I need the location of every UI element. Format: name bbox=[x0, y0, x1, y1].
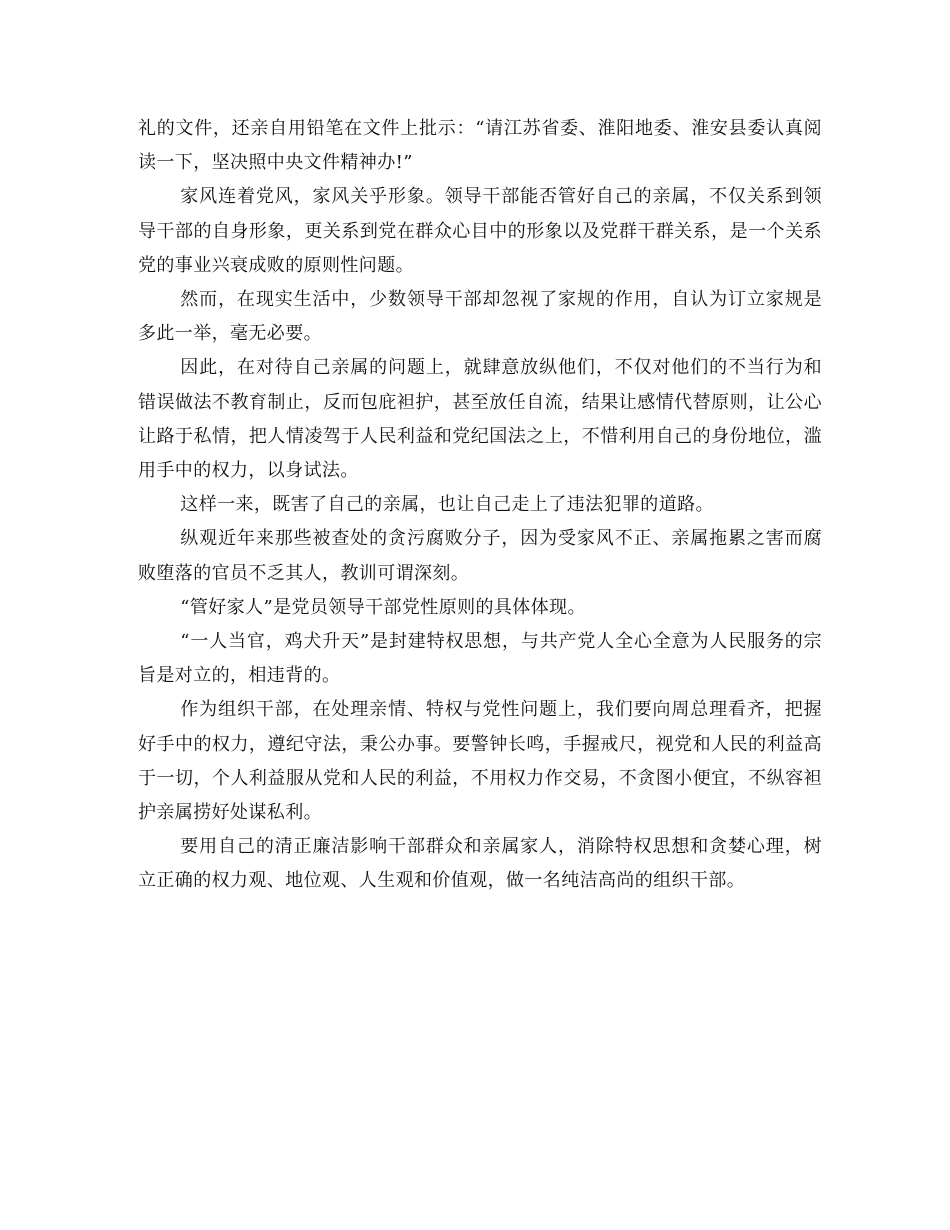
paragraph-1: 礼的文件，还亲自用铅笔在文件上批示：“请江苏省委、淮阳地委、淮安县委认真阅读一下，坚决照中央文件精神办!” bbox=[138, 118, 822, 174]
paragraph-6: 纵观近年来那些被查处的贪污腐败分子，因为受家风不正、亲属拖累之害而腐败堕落的官员不乏其人，教训可谓深刻。 bbox=[138, 528, 822, 584]
paragraph-8: “一人当官，鸡犬升天”是封建特权思想，与共产党人全心全意为人民服务的宗旨是对立的，相违背的。 bbox=[138, 631, 822, 687]
paragraph-9: 作为组织干部，在处理亲情、特权与党性问题上，我们要向周总理看齐，把握好手中的权力，遵纪守法，秉公办事。要警钟长鸣，手握戒尺，视党和人民的利益高于一切，个人利益服从党和人民的利益，不用权力作交易，不贪图小便宜，不纵容袒护亲属捞好处谋私利。 bbox=[138, 699, 822, 824]
paragraph-4: 因此，在对待自己亲属的问题上，就肆意放纵他们，不仅对他们的不当行为和错误做法不教育制止，反而包庇袒护，甚至放任自流，结果让感情代替原则，让公心让路于私情，把人情凌驾于人民利益和党纪国法之上，不惜利用自己的身份地位，滥用手中的权力，以身试法。 bbox=[138, 357, 822, 482]
paragraph-10: 要用自己的清正廉洁影响干部群众和亲属家人，消除特权思想和贪婪心理，树立正确的权力观、地位观、人生观和价值观，做一名纯洁高尚的组织干部。 bbox=[138, 836, 822, 892]
paragraph-2: 家风连着党风，家风关乎形象。领导干部能否管好自己的亲属，不仅关系到领导干部的自身形象，更关系到党在群众心目中的形象以及党群干群关系，是一个关系党的事业兴衰成败的原则性问题。 bbox=[138, 186, 822, 276]
paragraph-5: 这样一来，既害了自己的亲属，也让自己走上了违法犯罪的道路。 bbox=[180, 494, 714, 516]
document-body bbox=[138, 112, 822, 899]
paragraph-3: 然而，在现实生活中，少数领导干部却忽视了家规的作用，自认为订立家规是多此一举，毫无必要。 bbox=[138, 289, 822, 345]
paragraph-7: “管好家人”是党员领导干部党性原则的具体体现。 bbox=[180, 596, 586, 618]
